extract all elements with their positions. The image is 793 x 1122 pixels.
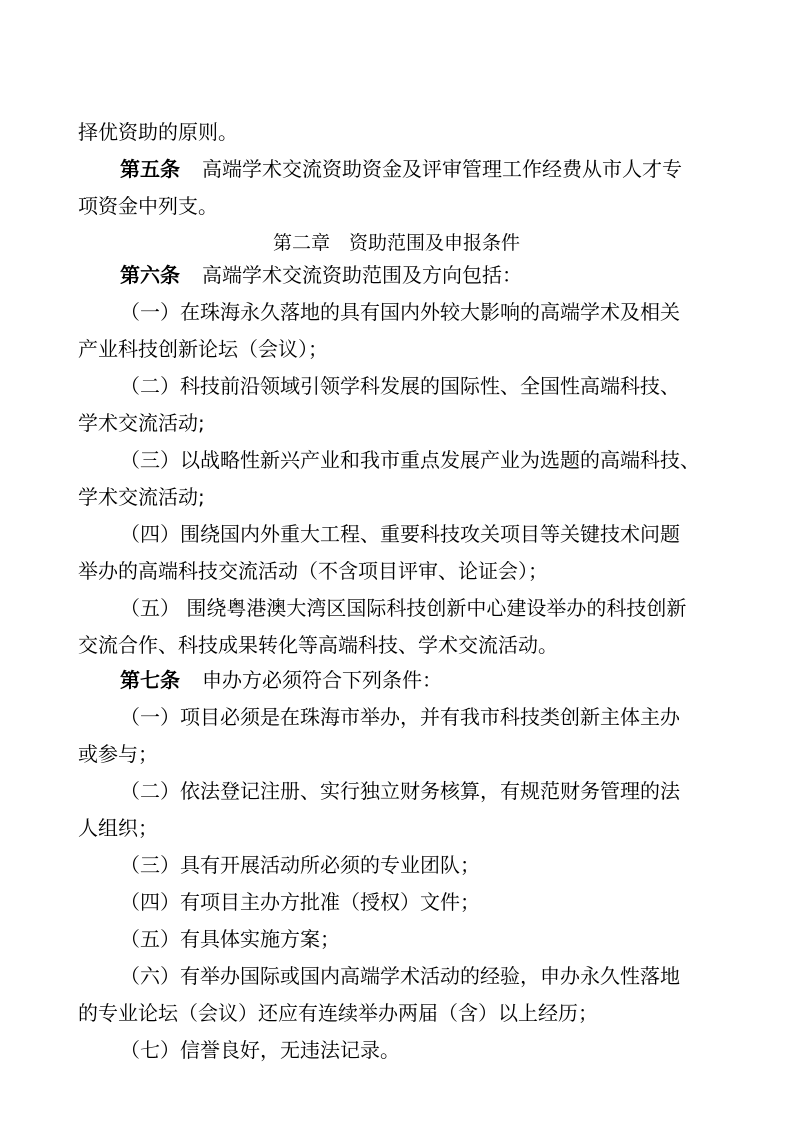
list-item-line: （三）具有开展活动所必须的专业团队； <box>120 853 480 877</box>
paragraph-line: 学术交流活动; <box>78 485 205 509</box>
list-item-line: （二）科技前沿领域引领学科发展的国际性、全国性高端科技、 <box>120 374 680 398</box>
paragraph-line: 学术交流活动; <box>78 411 205 435</box>
article-number: 第七条 <box>120 668 180 692</box>
article-number: 第六条 <box>120 263 180 287</box>
list-item-line: （五） 围绕粤港澳大湾区国际科技创新中心建设举办的科技创新 <box>120 596 687 620</box>
paragraph-line: 或参与； <box>78 742 158 766</box>
chapter-heading: 第二章 资助范围及申报条件 <box>272 232 520 254</box>
list-item-line: （四）围绕国内外重大工程、重要科技攻关项目等关键技术问题 <box>120 522 680 546</box>
list-item-line: （一）项目必须是在珠海市举办，并有我市科技类创新主体主办 <box>120 705 680 729</box>
paragraph-line: 择优资助的原则。 <box>78 120 238 144</box>
article-6-line: 第六条 高端学术交流资助范围及方向包括： <box>120 263 522 287</box>
paragraph-line: 的专业论坛（会议）还应有连续举办两届（含）以上经历； <box>78 1001 598 1025</box>
paragraph-line: 项资金中列支。 <box>78 194 218 218</box>
list-item-line: （二）依法登记注册、实行独立财务核算，有规范财务管理的法 <box>120 779 680 803</box>
list-item-line: （三）以战略性新兴产业和我市重点发展产业为选题的高端科技、 <box>120 448 700 472</box>
list-item-line: （四）有项目主办方批准（授权）文件； <box>120 890 480 914</box>
article-7-line: 第七条 申办方必须符合下列条件： <box>120 668 442 692</box>
paragraph-line: 交流合作、科技成果转化等高端科技、学术交流活动。 <box>78 633 558 657</box>
list-item-line: （五）有具体实施方案； <box>120 927 340 951</box>
paragraph-line: 人组织； <box>78 816 158 840</box>
list-item-line: （一）在珠海永久落地的具有国内外较大影响的高端学术及相关 <box>120 300 680 324</box>
list-item-line: （六）有举办国际或国内高端学术活动的经验，申办永久性落地 <box>120 964 680 988</box>
list-item-line: （七）信誉良好，无违法记录。 <box>120 1038 400 1062</box>
paragraph-line: 产业科技创新论坛（会议）； <box>78 337 328 361</box>
article-number: 第五条 <box>120 157 180 181</box>
article-5-line: 第五条 高端学术交流资助资金及评审管理工作经费从市人才专 <box>120 157 682 181</box>
paragraph-line: 举办的高端科技交流活动（不含项目评审、论证会）； <box>78 559 548 583</box>
